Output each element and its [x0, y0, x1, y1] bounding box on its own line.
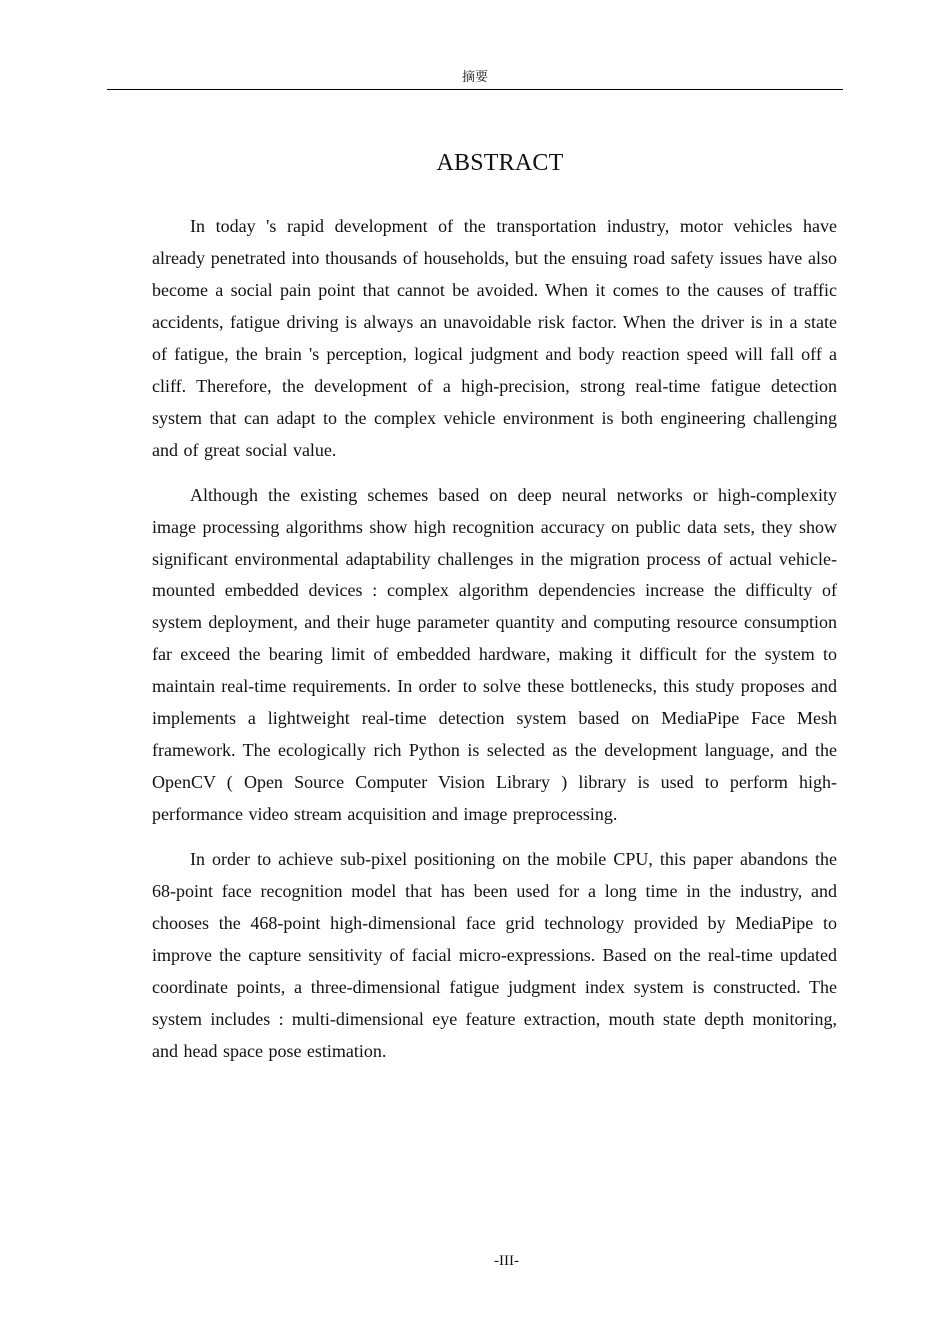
- page-number: -III-: [494, 1253, 519, 1269]
- abstract-paragraph-1: In today 's rapid development of the transportation industry, motor vehicles have already penetrated into thousands of households, but the ensuing road safety issues have also become a social pain point that cannot be avoided. When it comes to the causes of traffic accidents, fatigue driving is always an unavoidable risk factor. When the driver is in a state of fatigue, the brain 's perception, logical judgment and body reaction speed will fall off a cliff. Therefore, the development of a high-precision, strong real-time fatigue detection system that can adapt to the complex vehicle environment is both engineering challenging and of great social value.: [152, 216, 837, 460]
- abstract-paragraph-3: In order to achieve sub-pixel positioning on the mobile CPU, this paper abandons the 68-point face recognition model that has been used for a long time in the industry, and chooses the 468-point high-dimensional face grid technology provided by MediaPipe to improve the capture sensitivity of facial micro-expressions. Based on the real-time updated coordinate points, a three-dimensional fatigue judgment index system is constructed. The system includes : multi-dimensional eye feature extraction, mouth state depth monitoring, and head space pose estimation.: [152, 849, 837, 1061]
- abstract-body: [152, 211, 837, 1081]
- page-title: ABSTRACT: [436, 150, 564, 176]
- running-header: 摘要: [107, 68, 843, 90]
- abstract-paragraph-2: Although the existing schemes based on deep neural networks or high-complexity image processing algorithms show high recognition accuracy on public data sets, they show significant environmental adaptability challenges in the migration process of actual vehicle-mounted embedded devices : complex algorithm dependencies increase the difficulty of system deployment, and their huge parameter quantity and computing resource consumption far exceed the bearing limit of embedded hardware, making it difficult for the system to maintain real-time requirements. In order to solve these bottlenecks, this study proposes and implements a lightweight real-time detection system based on MediaPipe Face Mesh framework. The ecologically rich Python is selected as the development language, and the OpenCV ( Open Source Computer Vision Library ) library is used to perform high-performance video stream acquisition and image preprocessing.: [152, 484, 837, 825]
